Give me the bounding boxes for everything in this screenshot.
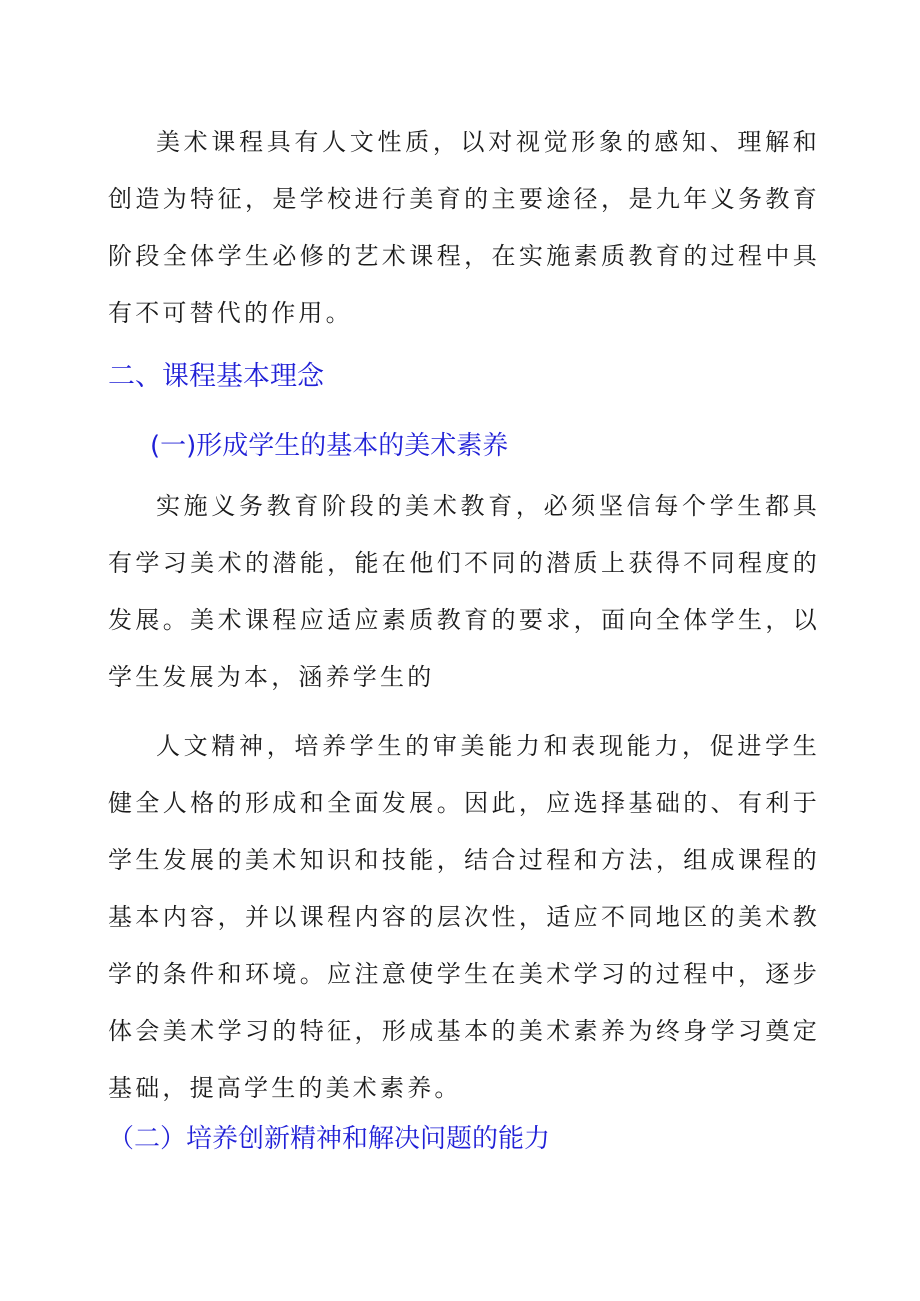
paragraph-humanistic-spirit: 人文精神，培养学生的审美能力和表现能力，促进学生健全人格的形成和全面发展。因此，应选择基础的、有利于学生发展的美术知识和技能，结合过程和方法，组成课程的基本内容，并以课程内容的层次性，适应不同地区的美术教学的条件和环境。应注意使学生在美术学习的过程中，逐步体会美术学习的特征，形成基本的美术素养为终身学习奠定基础，提高学生的美术素养。 bbox=[108, 732, 820, 1102]
paragraph-potential: 实施义务教育阶段的美术教育，必须坚信每个学生都具有学习美术的潜能，能在他们不同的潜质上获得不同程度的发展。美术课程应适应素质教育的要求，面向全体学生，以学生发展为本，涵养学生的 bbox=[108, 492, 820, 691]
subheading-innovation: （二）培养创新精神和解决问题的能力 bbox=[108, 1124, 551, 1154]
section-heading: 二、课程基本理念 bbox=[108, 361, 324, 392]
paragraph-intro: 美术课程具有人文性质，以对视觉形象的感知、理解和创造为特征，是学校进行美育的主要途径，是九年义务教育阶段全体学生必修的艺术课程，在实施素质教育的过程中具有不可替代的作用。 bbox=[108, 128, 820, 327]
subheading-aesthetic-literacy: (一)形成学生的基本的美术素养 bbox=[150, 431, 509, 461]
